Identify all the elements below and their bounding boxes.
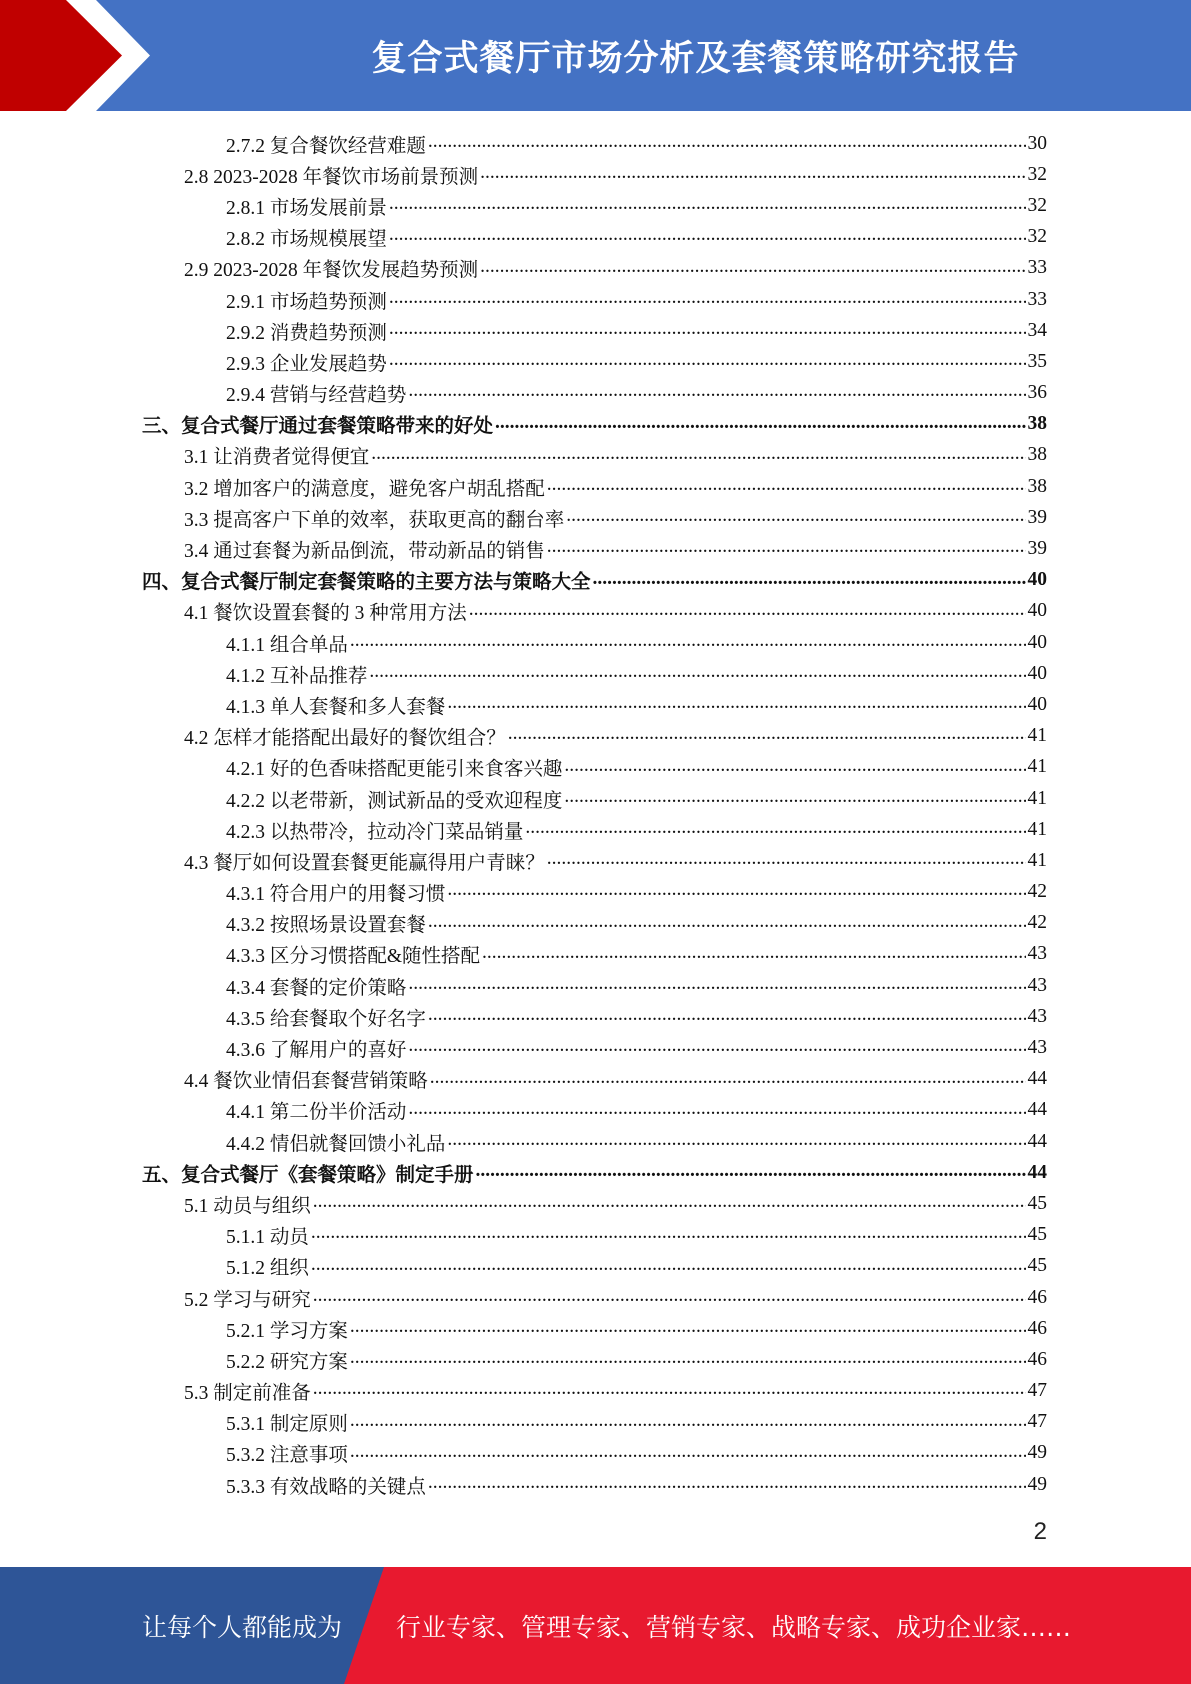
toc-entry-title: 4.4.1 第二份半价活动	[226, 1102, 407, 1124]
toc-entry[interactable]	[0, 378, 1191, 409]
toc-entry[interactable]	[0, 128, 1191, 159]
toc-entry-page-number: 44	[1027, 1130, 1047, 1152]
toc-entry-title: 5.3.1 制定原则	[226, 1414, 348, 1436]
toc-entry-page-number: 32	[1027, 194, 1047, 216]
toc-entry[interactable]	[0, 1282, 1191, 1313]
toc-entry[interactable]	[0, 1095, 1191, 1126]
page-number: 2	[1033, 1518, 1047, 1545]
toc-dot-leader	[476, 1160, 1026, 1183]
toc-dot-leader	[313, 1191, 1026, 1214]
toc-dot-leader	[311, 1222, 1026, 1245]
toc-entry-title: 4.3.6 了解用户的喜好	[226, 1040, 407, 1062]
toc-dot-leader	[350, 1410, 1026, 1433]
toc-entry-page-number: 40	[1027, 569, 1047, 591]
toc-dot-leader	[564, 786, 1025, 809]
toc-entry[interactable]	[0, 1064, 1191, 1095]
toc-entry-page-number: 46	[1027, 1317, 1047, 1339]
toc-entry-page-number: 32	[1027, 226, 1047, 248]
toc-entry-page-number: 42	[1027, 881, 1047, 903]
toc-entry-title: 4.4.2 情侣就餐回馈小礼品	[226, 1133, 446, 1155]
toc-dot-leader	[350, 1441, 1026, 1464]
toc-entry[interactable]	[0, 970, 1191, 1001]
toc-dot-leader	[480, 256, 1025, 279]
toc-entry-title: 三、复合式餐厅通过套餐策略带来的好处	[142, 416, 494, 438]
toc-entry[interactable]	[0, 1469, 1191, 1500]
toc-entry-title: 五、复合式餐厅《套餐策略》制定手册	[142, 1164, 474, 1186]
toc-entry-title: 四、复合式餐厅制定套餐策略的主要方法与策略大全	[142, 572, 591, 594]
toc-entry-page-number: 44	[1027, 1099, 1047, 1121]
toc-entry-title: 5.3.2 注意事项	[226, 1445, 348, 1467]
toc-entry-page-number: 32	[1027, 163, 1047, 185]
toc-dot-leader	[547, 474, 1026, 497]
toc-entry-title: 4.3 餐厅如何设置套餐更能赢得用户青睐？	[184, 852, 545, 874]
toc-entry-title: 2.9.4 营销与经营趋势	[226, 385, 407, 407]
toc-entry-title: 2.9 2023-2028 年餐饮发展趋势预测	[184, 260, 479, 282]
toc-entry-page-number: 46	[1027, 1286, 1047, 1308]
toc-entry[interactable]	[0, 596, 1191, 627]
toc-entry[interactable]	[0, 1313, 1191, 1344]
toc-entry-title: 5.2.2 研究方案	[226, 1351, 348, 1373]
toc-dot-leader	[408, 973, 1025, 996]
toc-entry[interactable]	[0, 1438, 1191, 1469]
toc-dot-leader	[428, 1004, 1026, 1027]
toc-entry-title: 5.2.1 学习方案	[226, 1320, 348, 1342]
toc-dot-leader	[389, 318, 1026, 341]
toc-entry-title: 5.1.2 组织	[226, 1258, 309, 1280]
toc-entry[interactable]	[0, 440, 1191, 471]
toc-entry-title: 2.9.2 消费趋势预测	[226, 322, 387, 344]
toc-entry-page-number: 41	[1027, 787, 1047, 809]
report-title: 复合式餐厅市场分析及套餐策略研究报告	[371, 38, 1020, 79]
toc-entry[interactable]	[0, 253, 1191, 284]
toc-entry-page-number: 42	[1027, 912, 1047, 934]
toc-entry-title: 4.1.3 单人套餐和多人套餐	[226, 696, 446, 718]
toc-entry-page-number: 40	[1027, 600, 1047, 622]
toc-entry-page-number: 49	[1027, 1473, 1047, 1495]
toc-dot-leader	[389, 349, 1026, 372]
toc-entry[interactable]	[0, 502, 1191, 533]
toc-entry[interactable]	[0, 721, 1191, 752]
toc-entry-title: 2.9.1 市场趋势预测	[226, 291, 387, 313]
toc-entry-title: 4.2 怎样才能搭配出最好的餐饮组合？	[184, 728, 506, 750]
table-of-contents	[0, 128, 1191, 1500]
toc-entry-title: 5.1 动员与组织	[184, 1195, 311, 1217]
toc-entry[interactable]	[0, 1032, 1191, 1063]
toc-entry[interactable]	[0, 627, 1191, 658]
toc-dot-leader	[428, 131, 1026, 154]
toc-dot-leader	[313, 1378, 1026, 1401]
toc-entry-page-number: 44	[1027, 1161, 1047, 1183]
toc-entry-page-number: 39	[1027, 506, 1047, 528]
footer-slogan-left: 让每个人都能成为	[142, 1612, 343, 1642]
toc-entry[interactable]	[0, 1251, 1191, 1282]
toc-entry-title: 4.3.3 区分习惯搭配&随性搭配	[226, 946, 481, 968]
toc-entry[interactable]	[0, 346, 1191, 377]
toc-dot-leader	[408, 380, 1025, 403]
toc-entry[interactable]	[0, 471, 1191, 502]
toc-entry-title: 5.2 学习与研究	[184, 1289, 311, 1311]
toc-entry-title: 4.3.1 符合用户的用餐习惯	[226, 884, 446, 906]
toc-entry-title: 2.9.3 企业发展趋势	[226, 353, 387, 375]
toc-entry-page-number: 35	[1027, 350, 1047, 372]
toc-entry-title: 2.8.1 市场发展前景	[226, 197, 387, 219]
toc-entry[interactable]	[0, 939, 1191, 970]
toc-entry-title: 4.4 餐饮业情侣套餐营销策略	[184, 1071, 428, 1093]
toc-dot-leader	[469, 599, 1026, 622]
toc-entry[interactable]	[0, 1157, 1191, 1188]
header-arrow-decoration	[0, 0, 170, 111]
toc-entry-title: 2.8.2 市场规模展望	[226, 229, 387, 251]
toc-dot-leader	[482, 942, 1025, 965]
toc-entry-title: 4.2.1 好的色香味搭配更能引来食客兴趣	[226, 759, 563, 781]
toc-entry-title: 5.1.1 动员	[226, 1227, 309, 1249]
toc-dot-leader	[447, 1129, 1025, 1152]
toc-entry-title: 4.3.4 套餐的定价策略	[226, 977, 407, 999]
toc-dot-leader	[408, 1098, 1025, 1121]
toc-entry[interactable]	[0, 877, 1191, 908]
toc-dot-leader	[350, 630, 1026, 653]
toc-entry-page-number: 41	[1027, 818, 1047, 840]
toc-entry-title: 3.4 通过套餐为新品倒流，带动新品的销售	[184, 541, 545, 563]
toc-entry-title: 4.2.2 以老带新，测试新品的受欢迎程度	[226, 790, 563, 812]
toc-dot-leader	[508, 723, 1026, 746]
toc-entry-title: 3.1 让消费者觉得便宜	[184, 447, 370, 469]
toc-entry-page-number: 33	[1027, 257, 1047, 279]
toc-entry-title: 3.2 增加客户的满意度，避免客户胡乱搭配	[184, 478, 545, 500]
toc-entry[interactable]	[0, 814, 1191, 845]
toc-entry[interactable]	[0, 159, 1191, 190]
toc-entry-page-number: 43	[1027, 1037, 1047, 1059]
toc-entry-page-number: 47	[1027, 1411, 1047, 1433]
toc-dot-leader	[547, 848, 1026, 871]
toc-entry-title: 3.3 提高客户下单的效率，获取更高的翻台率	[184, 509, 565, 531]
toc-dot-leader	[480, 162, 1025, 185]
page-footer	[0, 1567, 1191, 1684]
toc-entry[interactable]	[0, 689, 1191, 720]
toc-entry-page-number: 43	[1027, 974, 1047, 996]
toc-entry-page-number: 43	[1027, 1005, 1047, 1027]
toc-dot-leader	[447, 879, 1025, 902]
toc-entry-title: 4.1.2 互补品推荐	[226, 665, 368, 687]
toc-entry-page-number: 41	[1027, 725, 1047, 747]
toc-dot-leader	[389, 224, 1026, 247]
page-header	[0, 0, 1191, 111]
toc-entry[interactable]	[0, 658, 1191, 689]
toc-entry[interactable]	[0, 1126, 1191, 1157]
toc-entry[interactable]	[0, 190, 1191, 221]
toc-entry-title: 4.1.1 组合单品	[226, 634, 348, 656]
toc-dot-leader	[369, 661, 1025, 684]
toc-entry-title: 4.3.2 按照场景设置套餐	[226, 915, 426, 937]
toc-entry-page-number: 47	[1027, 1380, 1047, 1402]
toc-entry-page-number: 34	[1027, 319, 1047, 341]
toc-entry-page-number: 36	[1027, 382, 1047, 404]
toc-entry-page-number: 38	[1027, 475, 1047, 497]
toc-dot-leader	[313, 1285, 1026, 1308]
toc-dot-leader	[495, 412, 1025, 435]
toc-entry[interactable]	[0, 1407, 1191, 1438]
toc-dot-leader	[428, 1472, 1026, 1495]
toc-dot-leader	[564, 755, 1025, 778]
toc-entry-page-number: 45	[1027, 1224, 1047, 1246]
toc-entry-page-number: 30	[1027, 132, 1047, 154]
toc-entry[interactable]	[0, 315, 1191, 346]
toc-entry[interactable]	[0, 1376, 1191, 1407]
toc-entry[interactable]	[0, 1188, 1191, 1219]
toc-dot-leader	[430, 1067, 1026, 1090]
toc-entry-page-number: 41	[1027, 849, 1047, 871]
toc-entry-title: 5.3 制定前准备	[184, 1383, 311, 1405]
toc-entry-title: 2.8 2023-2028 年餐饮市场前景预测	[184, 166, 479, 188]
toc-entry-page-number: 49	[1027, 1442, 1047, 1464]
toc-entry[interactable]	[0, 1220, 1191, 1251]
toc-entry[interactable]	[0, 409, 1191, 440]
toc-entry-page-number: 38	[1027, 444, 1047, 466]
toc-dot-leader	[447, 692, 1025, 715]
toc-entry[interactable]	[0, 1344, 1191, 1375]
toc-entry-title: 5.3.3 有效战略的关键点	[226, 1476, 426, 1498]
toc-dot-leader	[547, 536, 1026, 559]
toc-entry[interactable]	[0, 752, 1191, 783]
footer-slogan-right: 行业专家、管理专家、营销专家、战略专家、成功企业家……	[396, 1612, 1072, 1642]
toc-entry-page-number: 41	[1027, 756, 1047, 778]
toc-dot-leader	[408, 1035, 1025, 1058]
toc-entry-title: 2.7.2 复合餐饮经营难题	[226, 135, 426, 157]
toc-entry[interactable]	[0, 284, 1191, 315]
toc-dot-leader	[350, 1347, 1026, 1370]
toc-entry-page-number: 33	[1027, 288, 1047, 310]
toc-entry-page-number: 40	[1027, 631, 1047, 653]
toc-dot-leader	[566, 505, 1025, 528]
toc-entry-page-number: 45	[1027, 1255, 1047, 1277]
toc-dot-leader	[350, 1316, 1026, 1339]
toc-entry[interactable]	[0, 565, 1191, 596]
toc-dot-leader	[428, 911, 1026, 934]
toc-entry-page-number: 46	[1027, 1348, 1047, 1370]
toc-dot-leader	[371, 443, 1025, 466]
toc-entry-page-number: 39	[1027, 538, 1047, 560]
toc-entry-page-number: 40	[1027, 693, 1047, 715]
toc-dot-leader	[389, 193, 1026, 216]
toc-entry-page-number: 43	[1027, 943, 1047, 965]
toc-dot-leader	[389, 287, 1026, 310]
toc-entry[interactable]	[0, 908, 1191, 939]
toc-dot-leader	[525, 817, 1025, 840]
toc-entry[interactable]	[0, 783, 1191, 814]
toc-entry[interactable]	[0, 533, 1191, 564]
toc-entry-title: 4.2.3 以热带冷，拉动冷门菜品销量	[226, 821, 524, 843]
toc-entry[interactable]	[0, 1001, 1191, 1032]
toc-entry-page-number: 40	[1027, 662, 1047, 684]
toc-entry-page-number: 44	[1027, 1068, 1047, 1090]
toc-entry[interactable]	[0, 222, 1191, 253]
toc-entry[interactable]	[0, 845, 1191, 876]
toc-entry-title: 4.1 餐饮设置套餐的 3 种常用方法	[184, 603, 467, 625]
toc-dot-leader	[311, 1254, 1026, 1277]
toc-entry-page-number: 38	[1027, 413, 1047, 435]
toc-dot-leader	[593, 568, 1026, 591]
toc-entry-page-number: 45	[1027, 1192, 1047, 1214]
toc-entry-title: 4.3.5 给套餐取个好名字	[226, 1008, 426, 1030]
